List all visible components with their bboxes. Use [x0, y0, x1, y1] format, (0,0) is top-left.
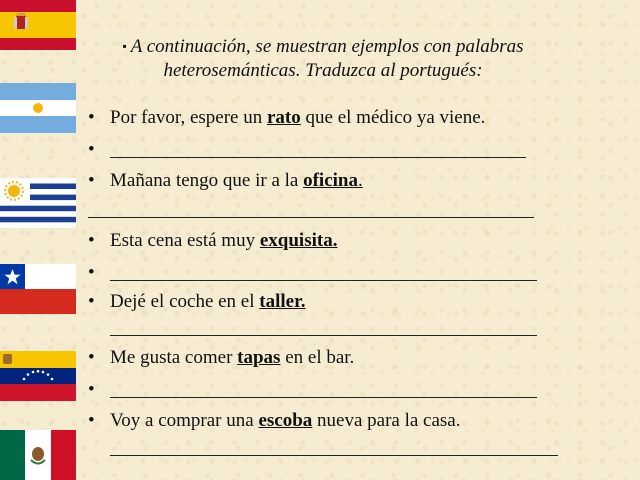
bullet-icon: •	[88, 262, 95, 283]
answer-line[interactable]	[88, 217, 534, 218]
heading-line-1: A continuación, se muestran ejemplos con palabras	[130, 36, 524, 57]
sentence-text: Voy a comprar una	[110, 410, 259, 431]
sentence-text: nueva para la casa.	[312, 410, 461, 431]
answer-line[interactable]	[110, 157, 526, 158]
sentence-text: en el bar.	[280, 347, 355, 368]
answer-line[interactable]	[110, 280, 537, 281]
sentence-item	[88, 106, 485, 130]
sentence-text: .	[357, 170, 363, 191]
chile-flag	[0, 264, 76, 314]
answer-item	[88, 138, 110, 162]
answer-line[interactable]	[110, 335, 537, 336]
answer-line[interactable]	[110, 397, 537, 398]
bullet-icon: •	[88, 139, 95, 160]
sentence-item	[88, 169, 363, 193]
bullet-icon: •	[88, 291, 95, 312]
bullet-icon: •	[88, 410, 95, 431]
sentence-text: Me gusta comer	[110, 347, 238, 368]
venezuela-flag	[0, 351, 76, 401]
heterosemantic-word: exquisita.	[259, 230, 338, 251]
bullet-icon: •	[88, 107, 95, 128]
sentence-text: que el médico ya viene.	[300, 107, 486, 128]
sentence-item	[88, 409, 460, 433]
answer-item	[88, 378, 110, 402]
sentence-item	[88, 346, 354, 370]
heterosemantic-word: oficina	[303, 170, 358, 191]
answer-line[interactable]	[110, 455, 558, 456]
bullet-icon: •	[88, 379, 95, 400]
spain-flag	[0, 0, 76, 50]
heterosemantic-word: rato	[267, 107, 301, 128]
bullet-icon: •	[88, 170, 95, 191]
heading-line-2: heterosemánticas. Traduzca al portugués:	[163, 60, 483, 81]
argentina-flag	[0, 83, 76, 133]
sentence-text: Esta cena está muy	[110, 230, 260, 251]
sentence-text: Mañana tengo que ir a la	[110, 170, 304, 191]
bullet-icon: •	[88, 347, 95, 368]
sentence-item	[88, 290, 306, 314]
answer-item	[88, 261, 110, 285]
uruguay-flag	[0, 178, 76, 228]
square-bullet-icon: ▪	[122, 39, 127, 53]
heterosemantic-word: tapas	[237, 347, 281, 368]
mexico-flag	[0, 430, 76, 480]
sentence-text: Por favor, espere un	[110, 107, 267, 128]
instruction-heading	[88, 34, 558, 83]
sentence-text: Dejé el coche en el	[110, 291, 260, 312]
bullet-icon: •	[88, 230, 95, 251]
sentence-item	[88, 229, 337, 253]
heterosemantic-word: escoba	[258, 410, 313, 431]
heterosemantic-word: taller.	[259, 291, 306, 312]
flags-column	[0, 0, 80, 480]
